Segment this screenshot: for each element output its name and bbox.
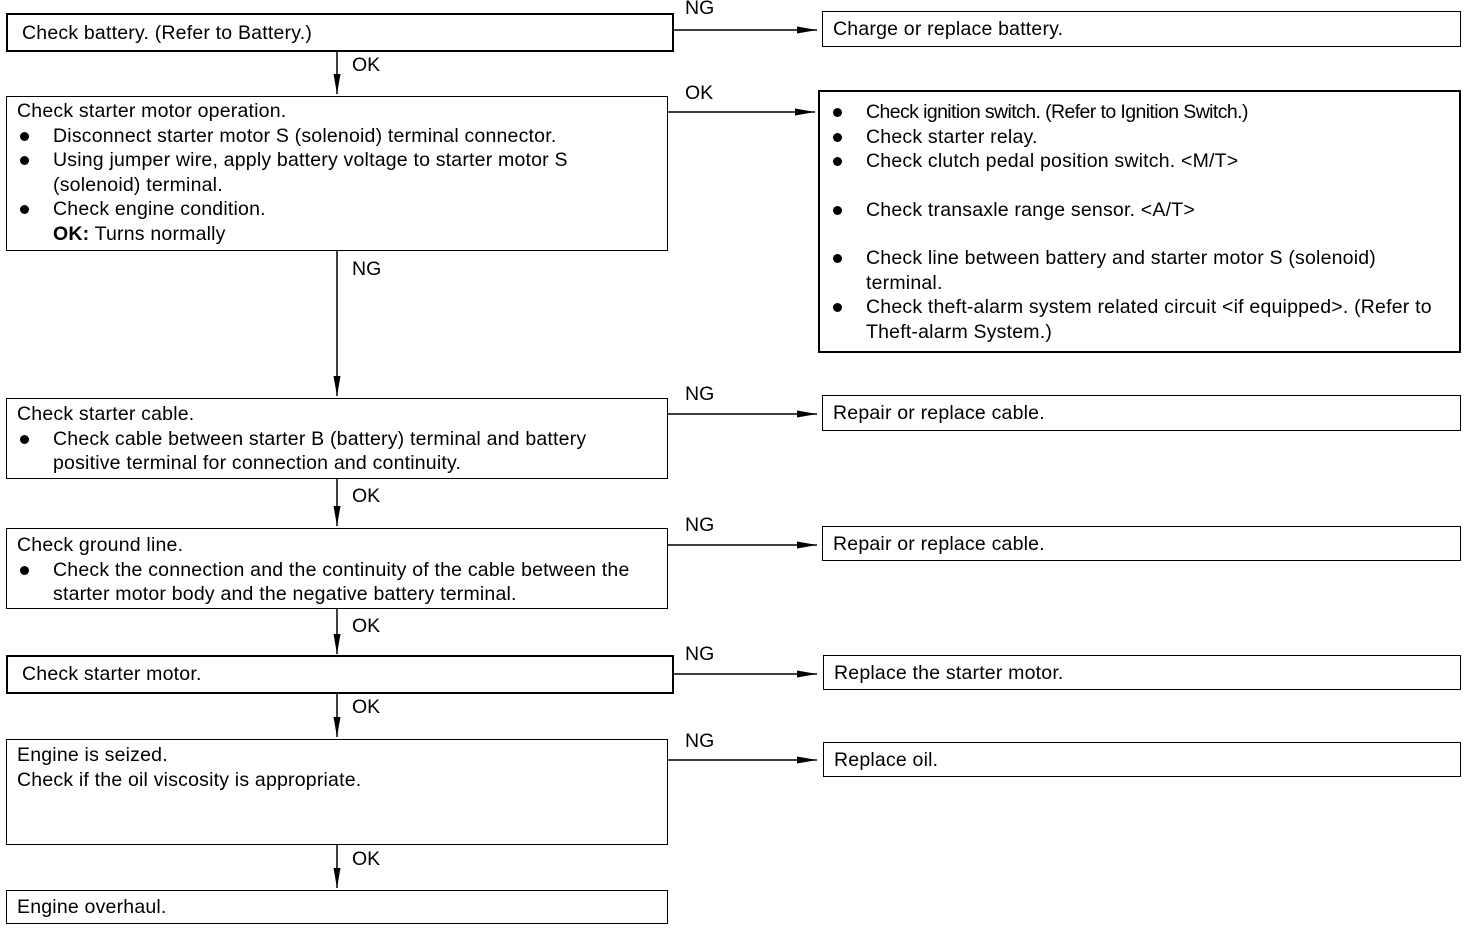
result-text: Repair or replace cable. bbox=[833, 533, 1045, 555]
result-replace-oil bbox=[823, 742, 1461, 777]
step-text: Check starter motor. bbox=[22, 663, 202, 685]
edge-label-ng: NG bbox=[352, 258, 382, 280]
ok-criterion-text: Turns normally bbox=[94, 222, 226, 245]
step-check-starter-operation bbox=[6, 96, 668, 251]
edge-label-ok: OK bbox=[352, 615, 381, 637]
bullet-item: Check transaxle range sensor. <A/T> bbox=[830, 198, 1449, 223]
bullet-item: Check cable between starter B (battery) terminal and battery positive terminal for connection and continuity. bbox=[17, 427, 657, 476]
step-check-ground-line bbox=[6, 528, 668, 609]
step-title: Check starter motor operation. bbox=[17, 100, 287, 122]
ok-prefix: OK: bbox=[53, 222, 90, 245]
step-check-battery bbox=[6, 13, 674, 52]
bullet-item: Check ignition switch. (Refer to Ignition Switch.) bbox=[830, 100, 1449, 125]
bullet-item: Disconnect starter motor S (solenoid) terminal connector. bbox=[17, 124, 657, 149]
result-text: Repair or replace cable. bbox=[833, 402, 1045, 424]
edge-label-ng: NG bbox=[685, 383, 715, 405]
edge-label-ng: NG bbox=[685, 0, 715, 19]
bullet-item: Check starter relay. bbox=[830, 125, 1449, 150]
step-line-1: Engine is seized. bbox=[17, 744, 168, 766]
step-line-2: Check if the oil viscosity is appropriate. bbox=[17, 768, 362, 791]
edge-label-ng: NG bbox=[685, 730, 715, 752]
bullet-item: Check clutch pedal position switch. <M/T> bbox=[830, 149, 1449, 174]
step-title: Check ground line. bbox=[17, 534, 184, 556]
bullet-item: Using jumper wire, apply battery voltage to starter motor S (solenoid) terminal. bbox=[17, 148, 657, 197]
result-text: Charge or replace battery. bbox=[833, 18, 1064, 40]
edge-label-ok: OK bbox=[352, 848, 381, 870]
step-title: Check starter cable. bbox=[17, 403, 195, 425]
step-text: Engine overhaul. bbox=[17, 896, 167, 918]
result-repair-cable-1 bbox=[822, 395, 1461, 431]
bullet-item: Check theft-alarm system related circuit <if equipped>. (Refer to Theft-alarm System.) bbox=[830, 295, 1449, 344]
bullet-item: Check the connection and the continuity of the cable between the starter motor body and the negative battery terminal. bbox=[17, 558, 657, 607]
edge-label-ok: OK bbox=[352, 54, 381, 76]
ok-criterion bbox=[17, 222, 657, 247]
step-text: Check battery. (Refer to Battery.) bbox=[22, 22, 313, 44]
edge-label-ok: OK bbox=[352, 696, 381, 718]
step-check-starter-motor bbox=[6, 655, 674, 694]
result-replace-starter bbox=[823, 655, 1461, 690]
result-ok-checks bbox=[818, 90, 1461, 353]
result-text: Replace oil. bbox=[834, 749, 939, 771]
result-repair-cable-2 bbox=[822, 526, 1461, 561]
result-charge-battery bbox=[822, 11, 1461, 47]
bullet-item: Check engine condition. bbox=[17, 197, 657, 222]
result-text: Replace the starter motor. bbox=[834, 662, 1064, 684]
edge-label-ng: NG bbox=[685, 643, 715, 665]
step-engine-overhaul bbox=[6, 890, 668, 924]
step-check-starter-cable bbox=[6, 398, 668, 479]
step-engine-seized bbox=[6, 739, 668, 845]
bullet-item: Check line between battery and starter motor S (solenoid) terminal. bbox=[830, 246, 1449, 295]
edge-label-ng: NG bbox=[685, 514, 715, 536]
edge-label-ok: OK bbox=[352, 485, 381, 507]
edge-label-ok: OK bbox=[685, 82, 714, 104]
